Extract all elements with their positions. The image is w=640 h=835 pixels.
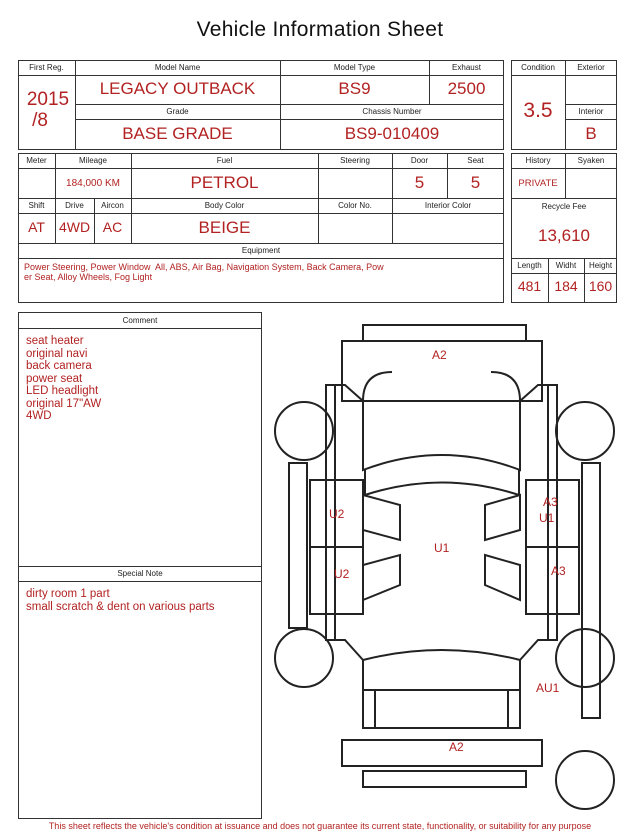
- car-damage-diagram: [268, 318, 624, 818]
- damage-mark-right-front-b: U1: [539, 511, 555, 525]
- model-type-label: Model Type: [333, 63, 376, 72]
- special-note-label: Special Note: [117, 569, 163, 578]
- interior-color-label: Interior Color: [424, 201, 472, 210]
- drive-label: Drive: [65, 201, 84, 210]
- history-label: History: [525, 156, 551, 165]
- history-value: PRIVATE: [518, 178, 558, 189]
- aircon-label: Aircon: [101, 201, 124, 210]
- seat-value: 5: [470, 173, 481, 192]
- grade-value: BASE GRADE: [122, 124, 233, 143]
- width-label: Widht: [555, 261, 577, 270]
- special-note-text: dirty room 1 part small scratch & dent on various parts: [26, 588, 215, 613]
- chassis-number-label: Chassis Number: [362, 107, 422, 116]
- length-label: Length: [517, 261, 542, 270]
- model-type-value: BS9: [338, 79, 371, 98]
- mileage-value: 184,000 KM: [66, 178, 120, 189]
- equipment-list: Power Steering, Power Window All, ABS, Air Bag, Navigation System, Back Camera, Pow er Seat, Alloy Wheels, Fog Light: [24, 262, 384, 282]
- condition-value: 3.5: [523, 99, 553, 122]
- exterior-label: Exterior: [577, 63, 605, 72]
- fuel-label: Fuel: [216, 156, 233, 165]
- chassis-number-value: BS9-010409: [344, 124, 440, 143]
- first-reg-year: 2015: [26, 89, 70, 110]
- seat-label: Seat: [467, 156, 484, 165]
- damage-mark-right-front-a: A3: [543, 495, 558, 509]
- color-no-label: Color No.: [338, 201, 372, 210]
- meter-label: Meter: [26, 156, 47, 165]
- body-color-value: BEIGE: [198, 218, 251, 237]
- mileage-label: Mileage: [78, 156, 107, 165]
- exhaust-label: Exhaust: [452, 63, 481, 72]
- disclaimer-footer: This sheet reflects the vehicle's condition at issuance and does not guarantee its current state, functionality, or suitability for any purpose: [48, 821, 592, 831]
- exhaust-value: 2500: [447, 79, 486, 98]
- damage-mark-roof: U1: [434, 541, 450, 555]
- model-name-label: Model Name: [154, 63, 201, 72]
- drive-value: 4WD: [58, 219, 91, 235]
- first-reg-label: First Reg.: [29, 63, 64, 72]
- comment-label: Comment: [122, 316, 158, 325]
- shift-label: Shift: [28, 201, 45, 210]
- page-title: Vehicle Information Sheet: [196, 18, 444, 41]
- damage-mark-left-front: U2: [329, 507, 345, 521]
- body-color-label: Body Color: [204, 201, 245, 210]
- length-value: 481: [517, 278, 542, 294]
- damage-mark-left-rear: U2: [334, 567, 350, 581]
- shift-value: AT: [28, 219, 45, 235]
- interior-label: Interior: [578, 107, 604, 116]
- first-reg-month: /8: [32, 110, 48, 131]
- condition-label: Condition: [521, 63, 555, 72]
- width-value: 184: [554, 278, 578, 294]
- damage-mark-right-rear-lower: AU1: [536, 681, 560, 695]
- damage-mark-right-rear: A3: [551, 564, 566, 578]
- aircon-value: AC: [102, 219, 123, 235]
- door-value: 5: [414, 173, 425, 192]
- equipment-label: Equipment: [241, 246, 281, 255]
- comment-text: seat heater original navi back camera power seat LED headlight original 17"AW 4WD: [26, 335, 102, 422]
- syaken-label: Syaken: [577, 156, 605, 165]
- fuel-value: PETROL: [190, 173, 259, 192]
- height-value: 160: [588, 278, 613, 294]
- steering-label: Steering: [340, 156, 370, 165]
- recycle-fee-label: Recycle Fee: [541, 202, 587, 211]
- grade-label: Grade: [166, 107, 189, 116]
- height-label: Height: [588, 261, 613, 270]
- recycle-fee-value: 13,610: [538, 226, 590, 245]
- damage-mark-front: A2: [432, 348, 447, 362]
- damage-mark-rear: A2: [449, 740, 464, 754]
- door-label: Door: [410, 156, 429, 165]
- model-name-value: LEGACY OUTBACK: [99, 79, 256, 98]
- interior-value: B: [585, 124, 597, 143]
